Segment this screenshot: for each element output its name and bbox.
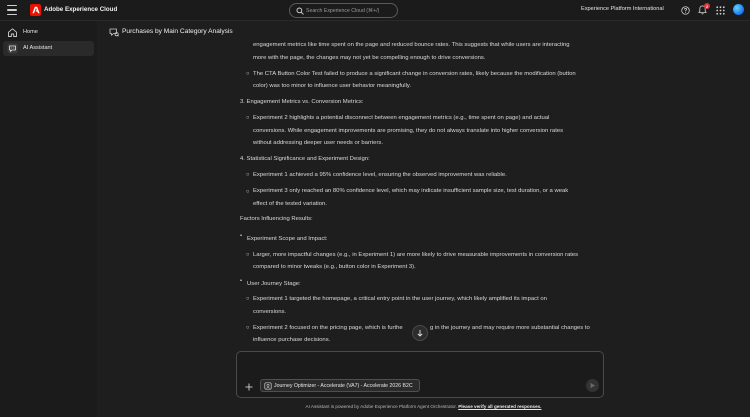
sidebar-item-label: Home	[23, 29, 38, 35]
bullet: •	[240, 278, 243, 284]
response-line: Experiment Scope and Impact:	[247, 236, 328, 242]
send-icon	[589, 382, 596, 389]
bullet: •	[240, 233, 243, 239]
section-heading: 3. Engagement Metrics vs. Conversion Metrics:	[240, 99, 364, 105]
response-line: effect of the tested variation.	[253, 201, 327, 207]
sidebar-item-home[interactable]	[3, 25, 94, 40]
response-line: engagement metrics like time spent on the page and reduced bounce rates. This suggests that while users are interacting	[253, 42, 570, 48]
avatar[interactable]	[733, 4, 744, 15]
context-chip-label: Journey Optimizer - Accelerate (VA7) - Accelerate 2026 B2C	[274, 383, 413, 389]
response-line: User Journey Stage:	[247, 281, 301, 287]
send-button[interactable]	[586, 379, 599, 392]
response-line: without addressing deeper user needs or barriers.	[253, 140, 383, 146]
sub-bullet: ○	[246, 296, 250, 302]
sub-bullet: ○	[246, 189, 250, 195]
search-input[interactable]	[306, 6, 396, 16]
help-icon[interactable]	[681, 6, 690, 15]
response-line: Experiment 2 highlights a potential disconnect between engagement metrics (e.g., time spent on page) and actual	[253, 115, 550, 121]
section-heading: 4. Statistical Significance and Experiment Design:	[240, 156, 370, 162]
context-selector-chip[interactable]	[260, 379, 420, 392]
conversation-scroll-area[interactable]	[97, 21, 750, 351]
search-box[interactable]	[289, 3, 398, 18]
sidebar-item-ai-assistant[interactable]	[3, 41, 94, 56]
section-heading: Factors Influencing Results:	[240, 216, 313, 222]
response-line: more with the page, the changes may not yet be compelling enough to drive conversions.	[253, 55, 486, 61]
verify-responses-link[interactable]: Please verify all generated responses.	[458, 404, 542, 409]
brand-name[interactable]: Adobe Experience Cloud	[44, 6, 118, 13]
adobe-logo-icon[interactable]	[30, 4, 41, 16]
response-line: Experiment 2 focused on the pricing page, which is furthe	[253, 325, 403, 331]
prompt-composer	[236, 351, 604, 398]
sub-bullet: ○	[246, 172, 250, 178]
top-bar	[0, 0, 750, 21]
main-panel	[97, 21, 750, 417]
sub-bullet: ○	[246, 252, 250, 258]
home-icon	[7, 27, 18, 38]
ai-assistant-icon	[7, 43, 18, 54]
response-line: The CTA Button Color Test failed to produce a significant change in conversion rates, likely because the modification (button	[253, 71, 576, 77]
org-switcher[interactable]: Experience Platform International	[581, 6, 664, 12]
conversation-title: Purchases by Main Category Analysis	[122, 28, 233, 35]
sub-bullet: ○	[246, 115, 250, 121]
sub-bullet: ○	[246, 325, 250, 331]
notification-badge: 2	[705, 3, 709, 9]
response-line: Experiment 1 achieved a 95% confidence level, ensuring the observed improvement was reliable.	[253, 172, 507, 178]
sandbox-context-icon	[264, 382, 272, 390]
apps-grid-icon[interactable]	[716, 6, 725, 15]
response-line: compared to minor tweaks (e.g., button color in Experiment 3).	[253, 264, 416, 270]
response-line: color) was too minor to influence user behavior meaningfully.	[253, 83, 412, 89]
search-icon	[296, 7, 304, 15]
response-line: influence purchase decisions.	[253, 337, 331, 343]
sub-bullet: ○	[246, 71, 250, 77]
scroll-to-bottom-button[interactable]	[412, 325, 428, 341]
response-line: Experiment 1 targeted the homepage, a critical entry point in the user journey, which likely amplified its impact on	[253, 296, 547, 302]
prompt-input[interactable]	[243, 356, 599, 372]
menu-icon[interactable]	[7, 5, 17, 15]
response-line: Larger, more impactful changes (e.g., in Experiment 1) are more likely to drive measurable improvements in conversion rates	[253, 252, 579, 258]
arrow-down-icon	[416, 329, 424, 337]
add-attachment-icon[interactable]	[245, 383, 253, 391]
disclaimer-text: AI Assistant is powered by Adobe Experience Platform Agent Orchestrator.	[305, 404, 457, 409]
sidebar-item-label: AI Assistant	[23, 45, 53, 51]
response-line: conversions.	[253, 309, 287, 315]
conversation-icon	[109, 27, 119, 37]
response-line: conversions. While engagement improvements are promising, they do not always translate into higher conversion rates	[253, 128, 564, 134]
disclaimer-footer	[97, 404, 750, 409]
response-line: Experiment 3 only reached an 80% confidence level, which may indicate insufficient sample size, test duration, or a weak	[253, 188, 569, 194]
sidebar	[0, 21, 97, 417]
response-line: g in the journey and may require more substantial changes to	[430, 325, 590, 331]
